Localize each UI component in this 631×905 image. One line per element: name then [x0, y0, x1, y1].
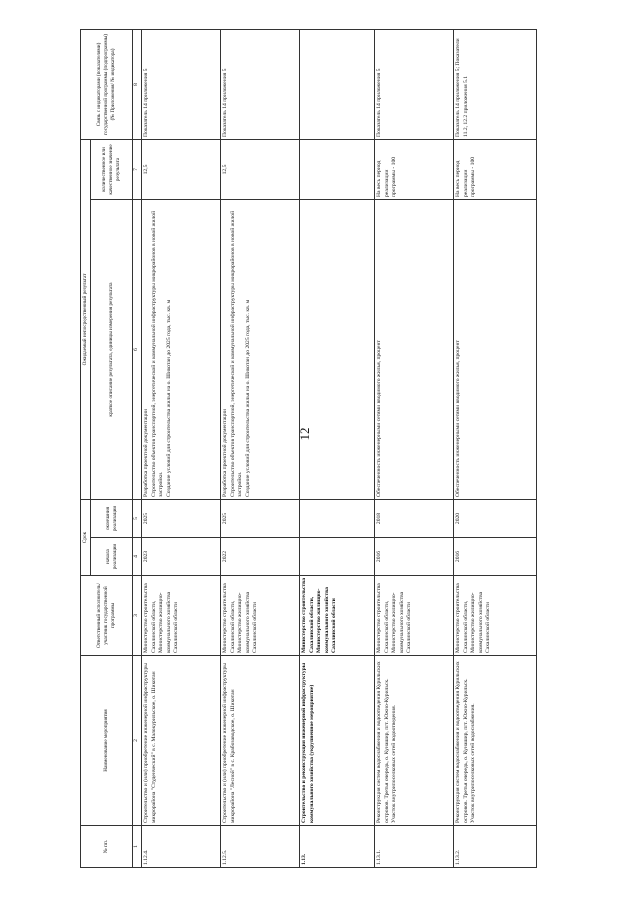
responsible-line: Министерство жилищно-коммунального хозяйства Сахалинской области: [391, 591, 413, 653]
row-number: 1.13.2.: [454, 826, 537, 868]
result-line: Разработка проектной документации: [222, 408, 229, 497]
row-number: 1.13.: [300, 826, 375, 868]
indicator-link: Показатель 14 приложения 5; Показатели 11.2, 12.2 приложения 5.1: [454, 29, 537, 139]
result-line: Создание условий для строительства жилья на о. Шикотан до 2025 года, тыс. кв. м: [244, 299, 251, 497]
table-row: [375, 29, 454, 867]
result-value: 12,5: [142, 139, 221, 199]
result-value: На весь период реализации программы - 100: [454, 139, 537, 199]
table-row: [221, 29, 300, 867]
measure-name: Строительство и (или) приобретение инженерной инфраструктуры микрорайона "Студенческий" в с. Малокурильское, о. Шикотан: [142, 656, 221, 826]
table-row: [454, 29, 537, 867]
table-row: [142, 29, 221, 867]
responsible: [221, 576, 300, 656]
header-result: Ожидаемый непосредственный результат: [81, 139, 91, 499]
indicator-link: Показатель 14 приложения 5: [375, 29, 454, 139]
result-description: [375, 199, 454, 499]
col-number: 6: [133, 199, 142, 499]
result-line: Обеспеченность инженерными сетями вводимого жилья, процент: [376, 340, 383, 497]
indicator-link: [300, 29, 375, 139]
header-no: № пп.: [81, 826, 133, 868]
row-number: 1.13.1.: [375, 826, 454, 868]
responsible: [454, 576, 537, 656]
table-row: [300, 29, 375, 867]
measure-name: Строительство и реконструкция инженерной инфраструктуры коммунального хозяйства (укрупненное мероприятие): [300, 656, 375, 826]
row-number: 1.12.4.: [142, 826, 221, 868]
start-year: 2023: [142, 538, 221, 576]
rotated-table-container: [80, 30, 630, 868]
col-number: 2: [133, 656, 142, 826]
end-year: 2018: [375, 499, 454, 537]
result-value: На весь период реализации программы - 100: [375, 139, 454, 199]
header-end: окончания реализации: [91, 499, 133, 537]
responsible-line: Министерство строительства Сахалинской области,: [301, 578, 315, 653]
responsible-line: Министерство строительства Сахалинской области,: [455, 583, 469, 653]
responsible: [375, 576, 454, 656]
start-year: 2016: [454, 538, 537, 576]
indicator-link: Показатель 14 приложения 5: [221, 29, 300, 139]
result-value: 12,5: [221, 139, 300, 199]
header-desc: краткое описание результата, единицы измерения результата: [91, 199, 133, 499]
header-resp: Ответственный исполнитель/участник государственной программы: [81, 576, 133, 656]
header-term: Срок: [81, 499, 91, 575]
page-number: 12: [297, 427, 312, 441]
result-description: [300, 199, 375, 499]
start-year: 2022: [221, 538, 300, 576]
result-description: [454, 199, 537, 499]
indicator-link: Показатель 14 приложения 5: [142, 29, 221, 139]
start-year: 2016: [375, 538, 454, 576]
header-name: Наименование мероприятия: [81, 656, 133, 826]
col-number: 8: [133, 29, 142, 139]
responsible-line: Министерство жилищно-коммунального хозяйства Сахалинской области: [158, 591, 180, 653]
end-year: 2020: [454, 499, 537, 537]
col-number: 7: [133, 139, 142, 199]
header-qty: количественное или качественное значение результата: [91, 139, 133, 199]
col-number: 3: [133, 576, 142, 656]
end-year: 2025: [221, 499, 300, 537]
result-line: Обеспеченность инженерными сетями вводимого жилья, процент: [455, 340, 462, 497]
responsible: [300, 576, 375, 656]
measure-name: Реконструкция систем водоснабжения и водоотведения Курильских островов. Третья очередь, о. Кунашир, пгт. Южно-Курильск. Участок внутрипоселковых сетей водоснабжения.: [454, 656, 537, 826]
col-number: 4: [133, 538, 142, 576]
header-link: Связь с индикаторами (показателями) государственной программы (подпрограммы) (№ Приложения/ № индикатора): [81, 29, 133, 139]
measure-name: Строительство и (или) приобретение инженерной инфраструктуры микрорайона "Лесной" в с. Крабозаводское, о. Шикотан: [221, 656, 300, 826]
header-start: начала реализации: [91, 538, 133, 576]
result-value: [300, 139, 375, 199]
responsible-line: Министерство строительства Сахалинской области,: [222, 583, 236, 653]
col-number: 1: [133, 826, 142, 868]
responsible-line: Министерство жилищно-коммунального хозяйства Сахалинской области: [470, 591, 492, 653]
measure-name: Реконструкция систем водоснабжения и водоотведения Курильских островов. Третья очередь, о. Кунашир, пгт. Южно-Курильск. Участок внутрипоселковых сетей водоотведения.: [375, 656, 454, 826]
responsible: [142, 576, 221, 656]
responsible-line: Министерство жилищно-коммунального хозяйства Сахалинской области: [316, 587, 338, 653]
end-year: 2025: [142, 499, 221, 537]
responsible-line: Министерство строительства Сахалинской области,: [143, 583, 157, 653]
start-year: [300, 538, 375, 576]
result-line: Строительство объектов транспортной, энергетической и коммунальной инфраструктуры микрорайонов в новой жилой застройки.: [229, 210, 244, 497]
result-line: Создание условий для строительства жилья на о. Шикотан до 2025 года, тыс. кв. м: [165, 299, 172, 497]
result-line: Разработка проектной документации: [143, 408, 150, 497]
responsible-line: Министерство строительства Сахалинской области,: [376, 583, 390, 653]
measures-table: [80, 29, 537, 868]
document-sheet: [80, 30, 631, 868]
responsible-line: Министерство жилищно-коммунального хозяйства Сахалинской области: [237, 591, 259, 653]
result-description: [142, 199, 221, 499]
end-year: [300, 499, 375, 537]
col-number: 5: [133, 499, 142, 537]
result-description: [221, 199, 300, 499]
row-number: 1.12.5.: [221, 826, 300, 868]
result-line: Строительство объектов транспортной, энергетической и коммунальной инфраструктуры микрорайонов в новой жилой застройки.: [150, 210, 165, 497]
